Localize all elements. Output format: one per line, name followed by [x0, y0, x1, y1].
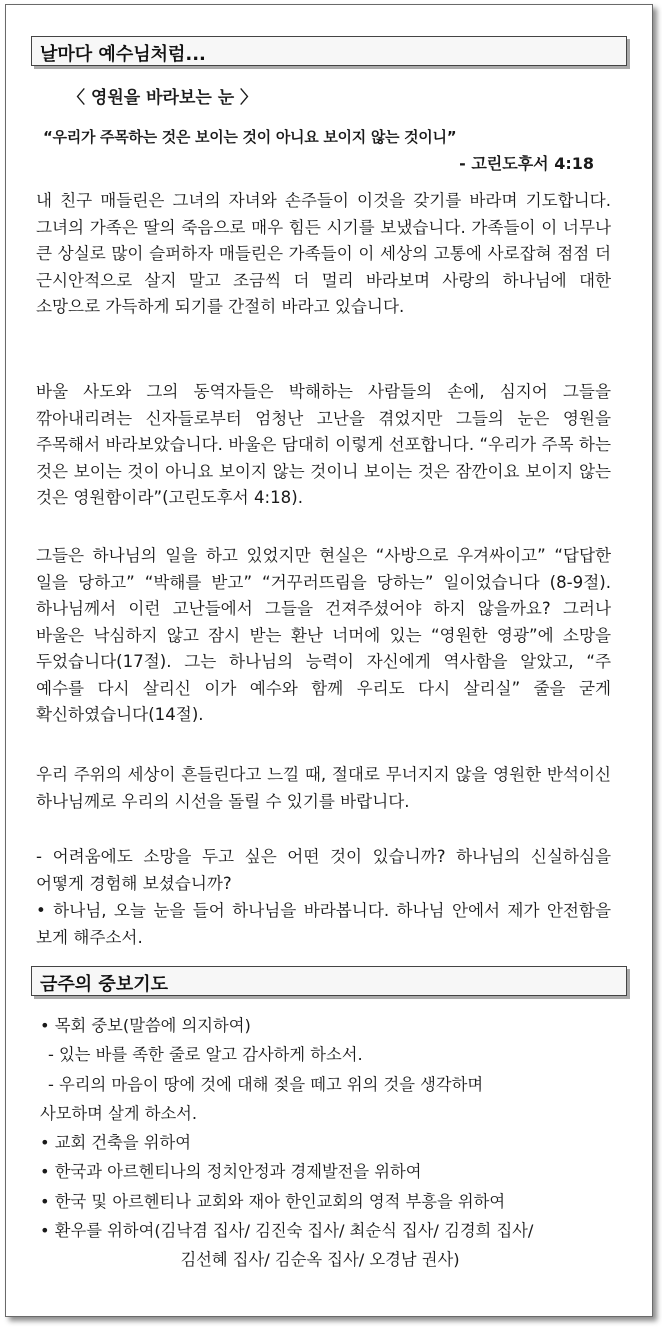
list-item: - 있는 바를 족한 줄로 알고 감사하게 하소서. — [48, 1045, 363, 1065]
section-title: 날마다 예수님처럼... — [40, 44, 206, 65]
list-item: • 한국과 아르헨티나의 정치안정과 경제발전을 위하여 — [40, 1162, 422, 1182]
paragraph — [36, 543, 611, 729]
list-item: • 한국 및 아르헨티나 교회와 재아 한인교회의 영적 부흥을 위하여 — [40, 1191, 506, 1211]
paragraph-text: 우리 주위의 세상이 흔들린다고 느낄 때, 절대로 무너지지 않을 영원한 반석이신 하나님께로 우리의 시선을 돌릴 수 있기를 바랍니다. — [36, 765, 611, 811]
paragraph-text: 그들은 하나님의 일을 하고 있었지만 현실은 “사방으로 우겨싸이고” “답답한 일을 당하고” “박해를 받고” “거꾸러뜨림을 당하는” 일이었습니다 (8-9절). 하나님께서 이런 고난들에서 그들을 건져주셨어야 하지 않을까요? 그러나 바울은 낙심하지 않고 잠시 받는 환난 너머에 있는 “영원한 영광”에 소망을 두었습니다(17절). 그는 하나님의 능력이 자신에게 역사함을 알았고, “주 예수를 다시 살리신 이가 예수와 함께 우리도 다시 살리실” 줄을 굳게 확신하였습니다(14절). — [36, 546, 611, 724]
list-item: 김선혜 집사/ 김순옥 집사/ 오경남 권사) — [180, 1250, 460, 1270]
verse-reference: - 고린도후서 4:18 — [459, 154, 594, 173]
section-title: 금주의 중보기도 — [40, 974, 168, 995]
devotional-subtitle: 〈 영원을 바라보는 눈 〉 — [68, 88, 258, 108]
prayer-list — [40, 1011, 620, 1275]
list-item: • 환우를 위하여(김낙겸 집사/ 김진숙 집사/ 최순식 집사/ 김경희 집사/ — [40, 1221, 534, 1241]
question-text: - 어려움에도 소망을 두고 싶은 어떤 것이 있습니까? 하나님의 신실하심을 어떻게 경험해 보셨습니까? — [36, 847, 611, 893]
key-verse: “우리가 주목하는 것은 보이는 것이 아니요 보이지 않는 것이니” — [43, 128, 457, 146]
list-item: • 교회 건축을 위하여 — [40, 1133, 191, 1153]
paragraph — [36, 379, 611, 512]
prayer-line — [36, 898, 611, 951]
paragraph — [36, 188, 611, 321]
reflection-question — [36, 844, 611, 897]
list-item: 사모하며 살게 하소서. — [40, 1103, 198, 1123]
prayer-text: • 하나님, 오늘 눈을 들어 하나님을 바라봅니다. 하나님 안에서 제가 안전함을 보게 해주소서. — [36, 901, 611, 947]
paragraph-text: 내 친구 매들린은 그녀의 자녀와 손주들이 이것을 갖기를 바라며 기도합니다. 그녀의 가족은 딸의 죽음으로 매우 힘든 시기를 보냈습니다. 가족들이 이 너무나 큰 상실로 많이 슬퍼하자 매들린은 가족들이 이 세상의 고통에 사로잡혀 점점 더 근시안적으로 살지 말고 조금씩 더 멀리 바라보며 사랑의 하나님에 대한 소망으로 가득하게 되기를 간절히 바라고 있습니다. — [36, 191, 611, 316]
list-item: - 우리의 마음이 땅에 것에 대해 젖을 떼고 위의 것을 생각하며 — [48, 1074, 484, 1094]
list-item: • 목회 중보(말씀에 의지하여) — [40, 1016, 251, 1035]
paragraph-text: 바울 사도와 그의 동역자들은 박해하는 사람들의 손에, 심지어 그들을 깎아내리려는 신자들로부터 엄청난 고난을 겪었지만 그들의 눈은 영원을 주목해서 바라보았습니다. 바울은 담대히 이렇게 선포합니다. “우리가 주목 하는 것은 보이는 것이 아니요 보이지 않는 것이니 보이는 것은 잠깐이요 보이지 않는 것은 영원함이라”(고린도후서 4:18). — [36, 382, 611, 507]
section-heading-devotional — [31, 36, 627, 66]
paragraph — [36, 762, 611, 815]
section-heading-intercession — [31, 966, 627, 996]
